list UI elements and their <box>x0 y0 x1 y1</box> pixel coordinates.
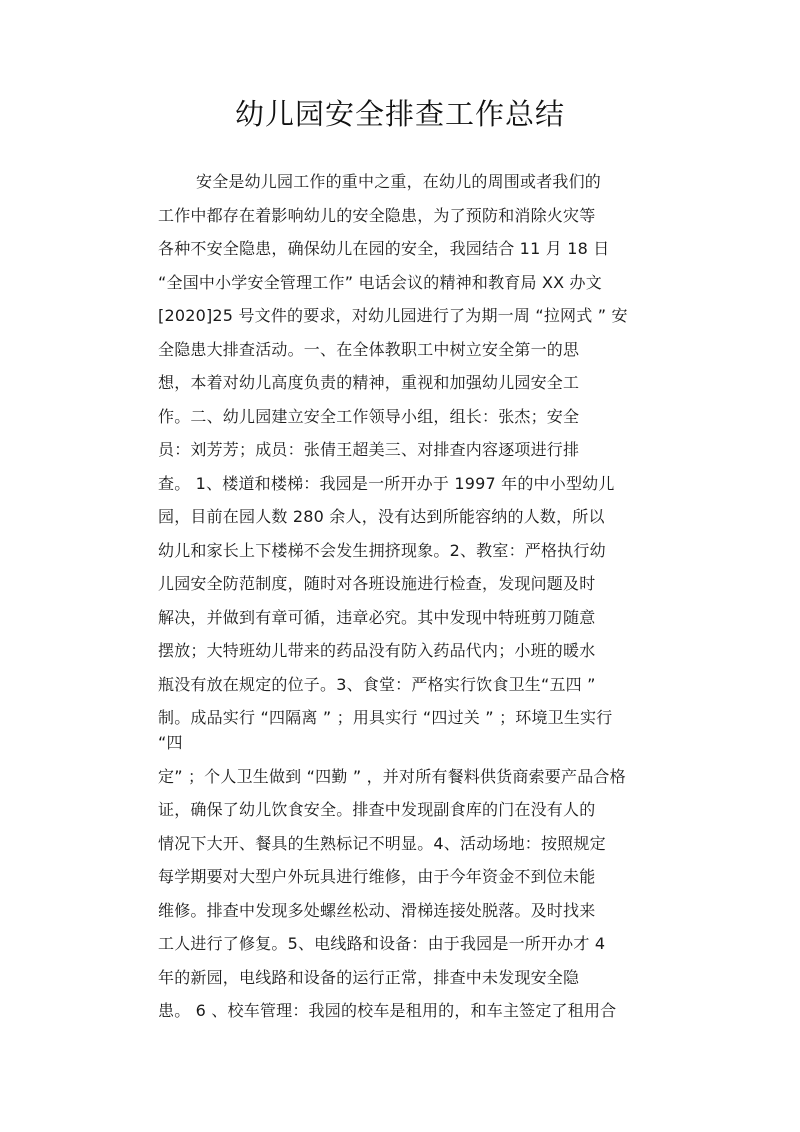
body-line: 园，目前在园人数 280 余人，没有达到所能容纳的人数，所以 <box>158 507 605 526</box>
body-line: 维修。排查中发现多处螺丝松动、滑梯连接处脱落。及时找来 <box>158 900 596 920</box>
body-line: 工人进行了修复。5、电线路和设备：由于我园是一所开办才 4 <box>158 934 606 953</box>
body-line: 查。 1、楼道和楼梯：我园是一所开办于 1997 年的中小型幼儿 <box>158 473 615 493</box>
body-line: 制。成品实行 “四隔离 ” ；用具实行 “四过关 ” ；环境卫生实行 <box>158 708 613 727</box>
body-line: 瓶没有放在规定的位子。3、食堂：严格实行饮食卫生“五四 ” <box>158 674 596 694</box>
body-line: 定” ；个人卫生做到 “四勤 ” ，并对所有餐料供货商索要产品合格 <box>158 766 626 786</box>
body-line: 想，本着对幼儿高度负责的精神，重视和加强幼儿园安全工 <box>158 373 580 392</box>
body-line: [2020]25 号文件的要求，对幼儿园进行了为期一周 “拉网式 ” 安 <box>158 306 628 325</box>
body-line: 幼儿和家长上下楼梯不会发生拥挤现象。2、教室：严格执行幼 <box>158 540 606 560</box>
body-line: 全隐患大排查活动。一、在全体教职工中树立安全第一的思 <box>158 339 580 359</box>
body-line: 情况下大开、餐具的生熟标记不明显。4、活动场地：按照规定 <box>158 833 606 853</box>
body-line: “四 <box>158 733 183 752</box>
body-line: 作。二、幼儿园建立安全工作领导小组，组长：张杰；安全 <box>158 406 580 426</box>
body-line: 年的新园，电线路和设备的运行正常，排查中未发现安全隐 <box>158 967 580 987</box>
body-line: 患。 6 、校车管理：我园的校车是租用的，和车主签定了租用合 <box>158 1001 617 1020</box>
body-line: 儿园安全防范制度，随时对各班设施进行检查，发现问题及时 <box>158 574 596 593</box>
body-line: 各种不安全隐患，确保幼儿在园的安全，我园结合 11 月 18 日 <box>158 239 610 258</box>
body-line: “全国中小学安全管理工作” 电话会议的精神和教育局 XX 办文 <box>158 272 602 292</box>
body-line: 工作中都存在着影响幼儿的安全隐患，为了预防和消除火灾等 <box>158 205 596 225</box>
document-body <box>158 172 758 1035</box>
body-line: 解决，并做到有章可循，违章必究。其中发现中特班剪刀随意 <box>158 607 596 627</box>
body-line: 每学期要对大型户外玩具进行维修，由于今年资金不到位未能 <box>158 867 596 886</box>
body-line: 员：刘芳芳；成员：张倩王超美三、对排查内容逐项进行排 <box>158 440 580 459</box>
body-line: 安全是幼儿园工作的重中之重，在幼儿的周围或者我们的 <box>196 172 602 191</box>
body-line: 证，确保了幼儿饮食安全。排查中发现副食库的门在没有人的 <box>158 800 596 819</box>
document-title: 幼儿园安全排查工作总结 <box>234 97 565 131</box>
body-line: 摆放；大特班幼儿带来的药品没有防入药品代内；小班的暖水 <box>158 641 596 660</box>
